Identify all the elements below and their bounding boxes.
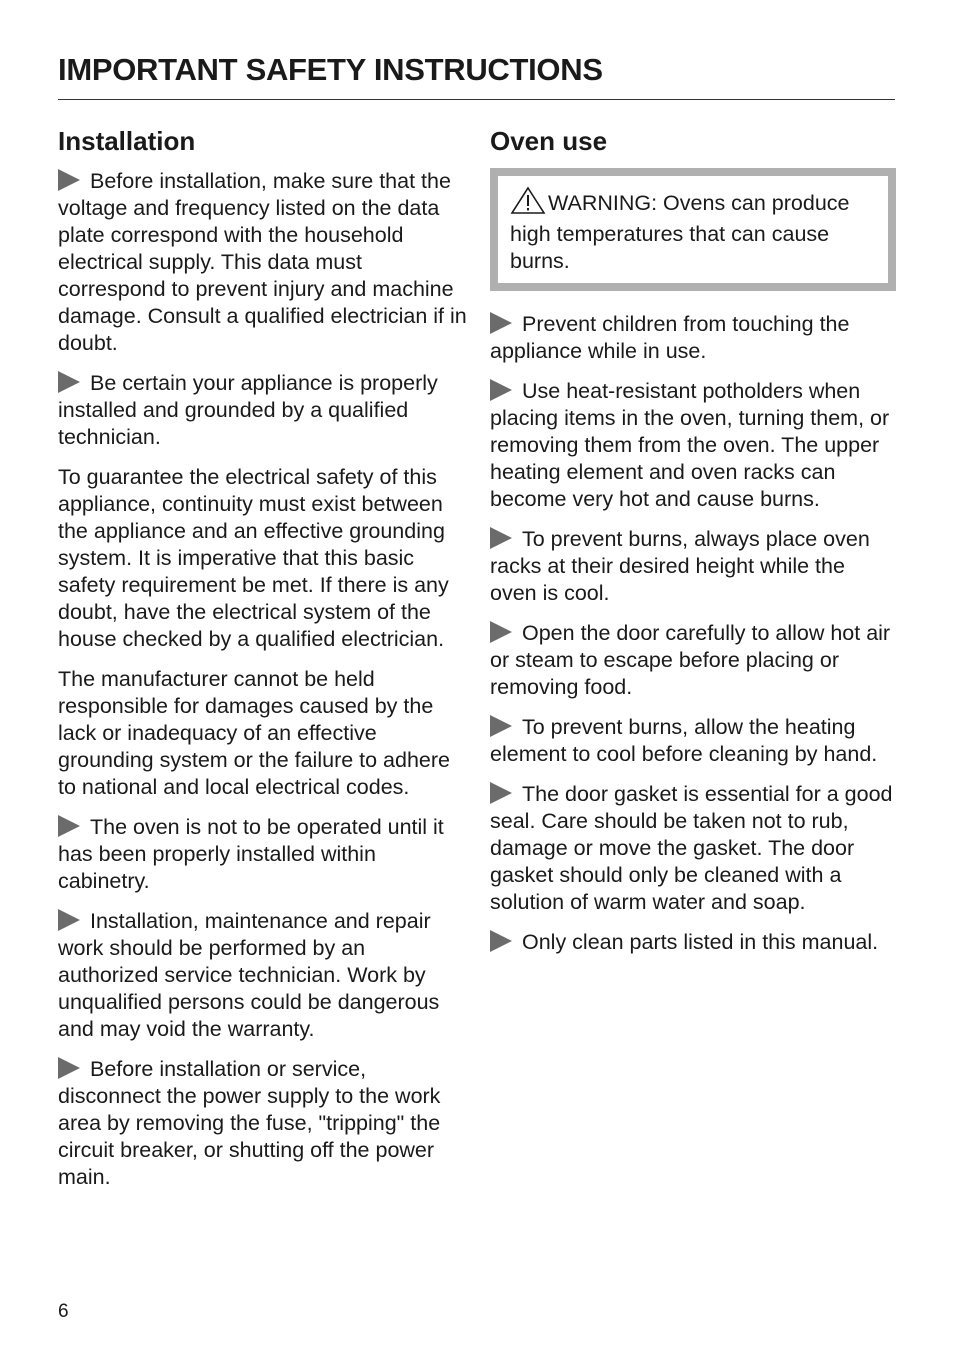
oven-use-section xyxy=(490,124,896,969)
warning-text: WARNING: Ovens can produce high temperatures that can cause burns. xyxy=(510,191,850,273)
page-number: 6 xyxy=(58,1301,69,1322)
paragraph-text: The manufacturer cannot be held responsible for damages caused by the lack or inadequacy of an effective grounding system or the failure to adhere to national and local electrical codes. xyxy=(58,667,451,799)
paragraph-text: Before installation or service, disconnect the power supply to the work area by removing the fuse, "tripping" the circuit breaker, or shutting off the power main. xyxy=(58,1057,441,1189)
oven-use-paragraph-6 xyxy=(490,781,896,916)
installation-paragraph-1 xyxy=(58,168,468,357)
bullet-arrow-icon xyxy=(58,1057,80,1079)
installation-paragraph-4 xyxy=(58,666,468,801)
bullet-arrow-icon xyxy=(490,621,512,643)
page-title: IMPORTANT SAFETY INSTRUCTIONS xyxy=(58,52,603,87)
paragraph-text: The oven is not to be operated until it has been properly installed within cabinetry. xyxy=(58,815,444,893)
bullet-arrow-icon xyxy=(58,169,80,191)
bullet-arrow-icon xyxy=(58,371,80,393)
paragraph-text: Open the door carefully to allow hot air or steam to escape before placing or removing food. xyxy=(490,621,891,699)
oven-use-paragraph-1 xyxy=(490,311,896,365)
paragraph-text: Be certain your appliance is properly installed and grounded by a qualified technician. xyxy=(58,371,438,449)
installation-heading: Installation xyxy=(58,126,196,156)
installation-paragraph-3 xyxy=(58,464,468,653)
paragraph-text: To prevent burns, allow the heating element to cool before cleaning by hand. xyxy=(490,715,878,766)
bullet-arrow-icon xyxy=(58,909,80,931)
oven-use-paragraph-3 xyxy=(490,526,896,607)
paragraph-text: Prevent children from touching the appliance while in use. xyxy=(490,312,850,363)
oven-use-paragraph-7 xyxy=(490,929,896,956)
installation-paragraph-5 xyxy=(58,814,468,895)
paragraph-text: Use heat-resistant potholders when placing items in the oven, turning them, or removing them from the oven. The upper heating element and oven racks can become very hot and cause burns. xyxy=(490,379,890,511)
oven-use-paragraph-4 xyxy=(490,620,896,701)
bullet-arrow-icon xyxy=(490,715,512,737)
installation-paragraph-6 xyxy=(58,908,468,1043)
oven-use-heading: Oven use xyxy=(490,126,608,156)
bullet-arrow-icon xyxy=(490,782,512,804)
warning-box xyxy=(490,168,896,291)
bullet-arrow-icon xyxy=(490,312,512,334)
bullet-arrow-icon xyxy=(58,815,80,837)
title-divider xyxy=(58,99,895,100)
warning-triangle-icon xyxy=(510,186,546,221)
paragraph-text: Before installation, make sure that the voltage and frequency listed on the data plate correspond with the household electrical supply. This data must correspond to prevent injury and machine damage. Consult a qualified electrician if in doubt. xyxy=(58,169,467,355)
paragraph-text: The door gasket is essential for a good seal. Care should be taken not to rub, damage or move the gasket. The door gasket should only be cleaned with a solution of warm water and soap. xyxy=(490,782,893,914)
paragraph-text: To guarantee the electrical safety of this appliance, continuity must exist between the appliance and an effective grounding system. It is imperative that this basic safety requirement be met. If there is any doubt, have the electrical system of the house checked by a qualified electrician. xyxy=(58,465,449,651)
oven-use-paragraph-5 xyxy=(490,714,896,768)
installation-paragraph-2 xyxy=(58,370,468,451)
installation-section xyxy=(58,124,468,1204)
paragraph-text: Installation, maintenance and repair work should be performed by an authorized service technician. Work by unqualified persons could be dangerous and may void the warranty. xyxy=(58,909,440,1041)
bullet-arrow-icon xyxy=(490,379,512,401)
paragraph-text: Only clean parts listed in this manual. xyxy=(522,930,879,954)
bullet-arrow-icon xyxy=(490,527,512,549)
oven-use-paragraph-2 xyxy=(490,378,896,513)
installation-paragraph-7 xyxy=(58,1056,468,1191)
bullet-arrow-icon xyxy=(490,930,512,952)
paragraph-text: To prevent burns, always place oven racks at their desired height while the oven is cool. xyxy=(490,527,870,605)
